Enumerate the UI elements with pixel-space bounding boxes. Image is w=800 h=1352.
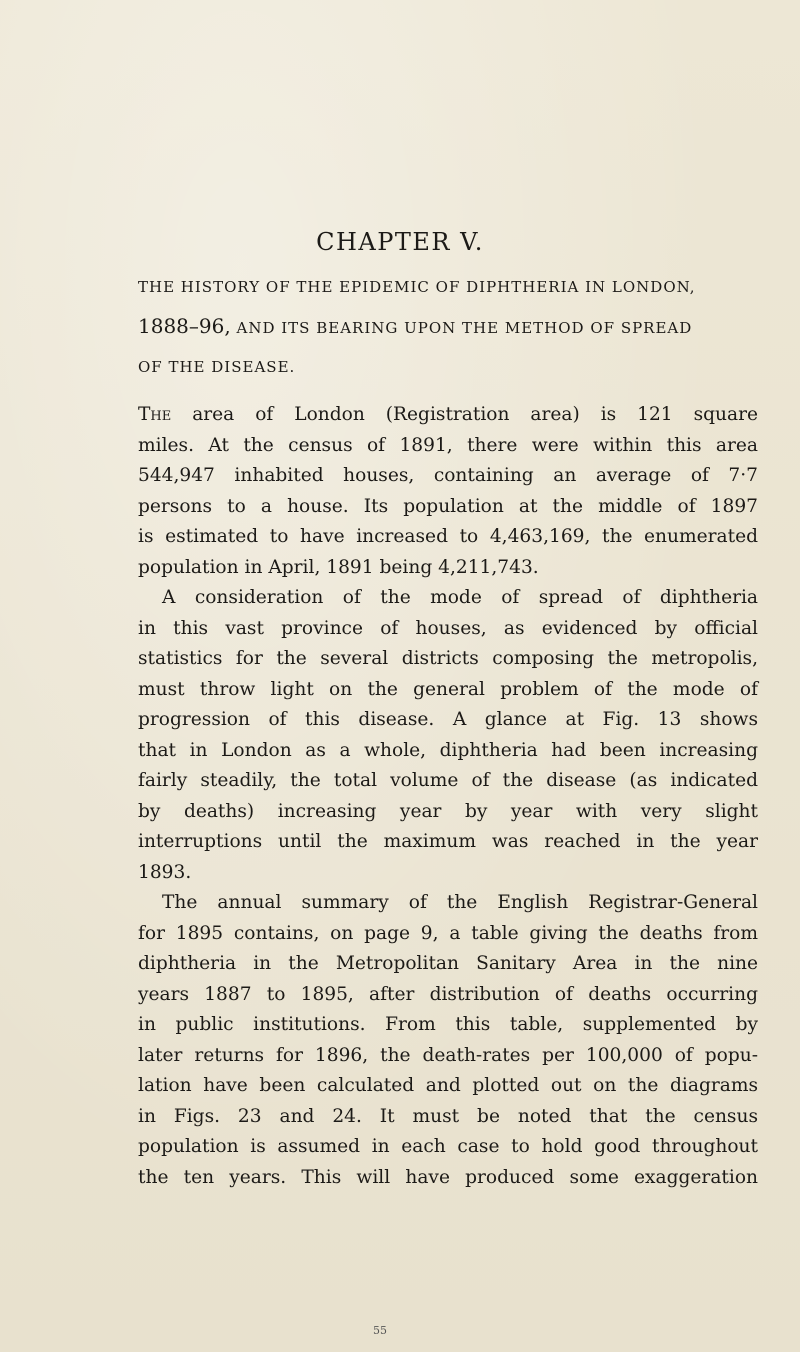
- text-line: population in April, 1891 being 4,211,743.: [138, 556, 539, 578]
- text-line: persons to a house. Its population at the middle of 1897: [138, 495, 758, 517]
- text-line: statistics for the several districts composing the metropolis,: [138, 648, 758, 669]
- heading-line-2: [138, 307, 760, 348]
- text-line: by deaths) increasing year by year with very slight: [138, 800, 758, 822]
- text-line: in Figs. 23 and 24. It must be noted that the census: [138, 1105, 758, 1127]
- text-line: A consideration of the mode of spread of diphtheria: [162, 587, 758, 608]
- heading-line-2-text: AND ITS BEARING UPON THE METHOD OF SPREAD: [236, 319, 693, 337]
- chapter-title: CHAPTER V.: [316, 228, 484, 256]
- page-number: 55: [373, 1324, 387, 1337]
- text-line: years 1887 to 1895, after distribution of deaths occurring: [138, 983, 758, 1005]
- text-line: progression of this disease. A glance at Fig. 13 shows: [138, 709, 758, 730]
- text-line: The annual summary of the English Registrar-General: [162, 892, 758, 913]
- text-line: lation have been calculated and plotted out on the diagrams: [138, 1075, 758, 1096]
- text-line: must throw light on the general problem of the mode of: [138, 678, 758, 700]
- chapter-heading: [138, 268, 760, 387]
- text-line: miles. At the census of 1891, there were within this area: [138, 434, 758, 456]
- text-line: fairly steadily, the total volume of the disease (as indicated: [138, 770, 758, 791]
- text-line: 544,947 inhabited houses, containing an average of 7·7: [138, 465, 758, 486]
- text-line: the ten years. This will have produced some exaggeration: [138, 1166, 758, 1188]
- text-line: diphtheria in the Metropolitan Sanitary Area in the nine: [138, 953, 758, 974]
- heading-line-3: OF THE DISEASE.: [138, 358, 296, 376]
- text-line-rest: area of London (Registration area) is 121 square: [171, 404, 758, 425]
- drop-word: The: [138, 404, 172, 425]
- text-line: in public institutions. From this table, supplemented by: [138, 1014, 758, 1035]
- heading-years: 1888–96,: [138, 314, 231, 338]
- heading-line-1: THE HISTORY OF THE EPIDEMIC OF DIPHTHERIA IN LONDON,: [138, 278, 696, 296]
- text-line: [138, 400, 758, 431]
- text-line: population is assumed in each case to hold good throughout: [138, 1136, 758, 1157]
- text-line: 1893.: [138, 861, 192, 883]
- body-text: [138, 400, 758, 1193]
- text-line: in this vast province of houses, as evidenced by official: [138, 617, 758, 639]
- text-line: that in London as a whole, diphtheria had been increasing: [138, 739, 758, 761]
- text-line: is estimated to have increased to 4,463,169, the enumerated: [138, 526, 758, 547]
- text-line: for 1895 contains, on page 9, a table giving the deaths from: [138, 922, 758, 944]
- text-line: interruptions until the maximum was reached in the year: [138, 831, 758, 852]
- text-line: later returns for 1896, the death-rates per 100,000 of popu-: [138, 1044, 758, 1066]
